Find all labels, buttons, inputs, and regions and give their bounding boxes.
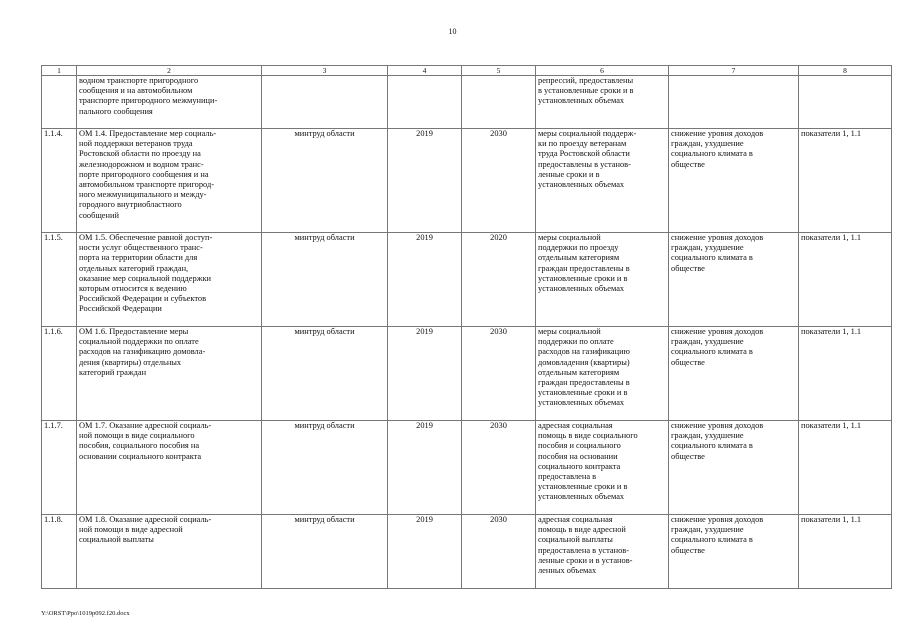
indicators: показатели 1, 1.1 xyxy=(799,421,892,515)
indicators: показатели 1, 1.1 xyxy=(799,129,892,233)
consequence: снижение уровня доходов граждан, ухудшение социального климата в обществе xyxy=(669,129,799,233)
executor: минтруд области xyxy=(262,327,388,421)
column-header: 7 xyxy=(669,66,799,76)
measure-name: ОМ 1.8. Оказание адресной социаль- ной помощи в виде адресной социальной выплаты xyxy=(77,515,262,589)
column-header: 5 xyxy=(462,66,536,76)
column-header: 4 xyxy=(388,66,462,76)
consequence: снижение уровня доходов граждан, ухудшение социального климата в обществе xyxy=(669,233,799,327)
column-number-row xyxy=(42,66,892,76)
end-year: 2030 xyxy=(462,421,536,515)
start-year: 2019 xyxy=(388,515,462,589)
page-number: 10 xyxy=(448,27,457,36)
row-number: 1.1.6. xyxy=(42,327,77,421)
table-row xyxy=(42,421,892,515)
indicators: показатели 1, 1.1 xyxy=(799,327,892,421)
indicators: показатели 1, 1.1 xyxy=(799,515,892,589)
column-header: 3 xyxy=(262,66,388,76)
row-number: 1.1.7. xyxy=(42,421,77,515)
column-header: 6 xyxy=(536,66,669,76)
consequence: снижение уровня доходов граждан, ухудшение социального климата в обществе xyxy=(669,327,799,421)
column-header: 1 xyxy=(42,66,77,76)
end-year: 2020 xyxy=(462,233,536,327)
measure-name: ОМ 1.6. Предоставление меры социальной поддержки по оплате расходов на газификацию домовла- дения (квартиры) отдельных категорий граждан xyxy=(77,327,262,421)
executor: минтруд области xyxy=(262,233,388,327)
expected-result: адресная социальная помощь в виде адресной социальной выплаты предоставлена в установ- ленные сроки и в установ- ленных объемах xyxy=(536,515,669,589)
start-year: 2019 xyxy=(388,233,462,327)
table-row xyxy=(42,515,892,589)
expected-result: репрессий, предоставлены в установленные сроки и в установленных объемах xyxy=(536,76,669,129)
end-year: 2030 xyxy=(462,129,536,233)
expected-result: адресная социальная помощь в виде социального пособия и социального пособия на основании социального контракта предоставлена в установленные сроки и в установленных объемах xyxy=(536,421,669,515)
executor: минтруд области xyxy=(262,129,388,233)
table-row xyxy=(42,76,892,129)
consequence: снижение уровня доходов граждан, ухудшение социального климата в обществе xyxy=(669,421,799,515)
measure-name: водном транспорте пригородного сообщения и на автомобильном транспорте пригородного межмуници- пального сообщения xyxy=(77,76,262,129)
executor xyxy=(262,76,388,129)
row-number: 1.1.8. xyxy=(42,515,77,589)
table-row xyxy=(42,129,892,233)
start-year xyxy=(388,76,462,129)
start-year: 2019 xyxy=(388,129,462,233)
row-number: 1.1.4. xyxy=(42,129,77,233)
executor: минтруд области xyxy=(262,421,388,515)
expected-result: меры социальной поддержки по проезду отдельным категориям граждан предоставлены в установленные сроки и в установленных объемах xyxy=(536,233,669,327)
start-year: 2019 xyxy=(388,421,462,515)
measure-name: ОМ 1.7. Оказание адресной социаль- ной помощи в виде социального пособия, социального пособия на основании социального контракта xyxy=(77,421,262,515)
file-path-footer: Y:\ORST\Ppo\1019p092.f20.docx xyxy=(41,610,130,617)
column-header: 8 xyxy=(799,66,892,76)
expected-result: меры социальной поддержки по оплате расходов на газификацию домовладения (квартиры) отдельным категориям граждан предоставлены в установленные сроки и в установленных объемах xyxy=(536,327,669,421)
indicators xyxy=(799,76,892,129)
row-number: 1.1.5. xyxy=(42,233,77,327)
measure-name: ОМ 1.5. Обеспечение равной доступ- ности услуг общественного транс- порта на территории области для отдельных категорий граждан, оказание мер социальной поддержки которым относится к ведению Российской Федерации и субъектов Российской Федерации xyxy=(77,233,262,327)
measures-table xyxy=(41,65,892,589)
measure-name: ОМ 1.4. Предоставление мер социаль- ной поддержки ветеранов труда Ростовской области по проезду на железнодорожном и водном транс- порте пригородного сообщения и на автомобильном транспорте пригород- ного межмуниципального и между- городного внутриобластного сообщений xyxy=(77,129,262,233)
table-row xyxy=(42,233,892,327)
end-year: 2030 xyxy=(462,515,536,589)
start-year: 2019 xyxy=(388,327,462,421)
executor: минтруд области xyxy=(262,515,388,589)
end-year: 2030 xyxy=(462,327,536,421)
indicators: показатели 1, 1.1 xyxy=(799,233,892,327)
column-header: 2 xyxy=(77,66,262,76)
consequence xyxy=(669,76,799,129)
table-row xyxy=(42,327,892,421)
row-number xyxy=(42,76,77,129)
consequence: снижение уровня доходов граждан, ухудшение социального климата в обществе xyxy=(669,515,799,589)
expected-result: меры социальной поддерж- ки по проезду ветеранам труда Ростовской области предоставлены в установ- ленные сроки и в установленных объемах xyxy=(536,129,669,233)
end-year xyxy=(462,76,536,129)
